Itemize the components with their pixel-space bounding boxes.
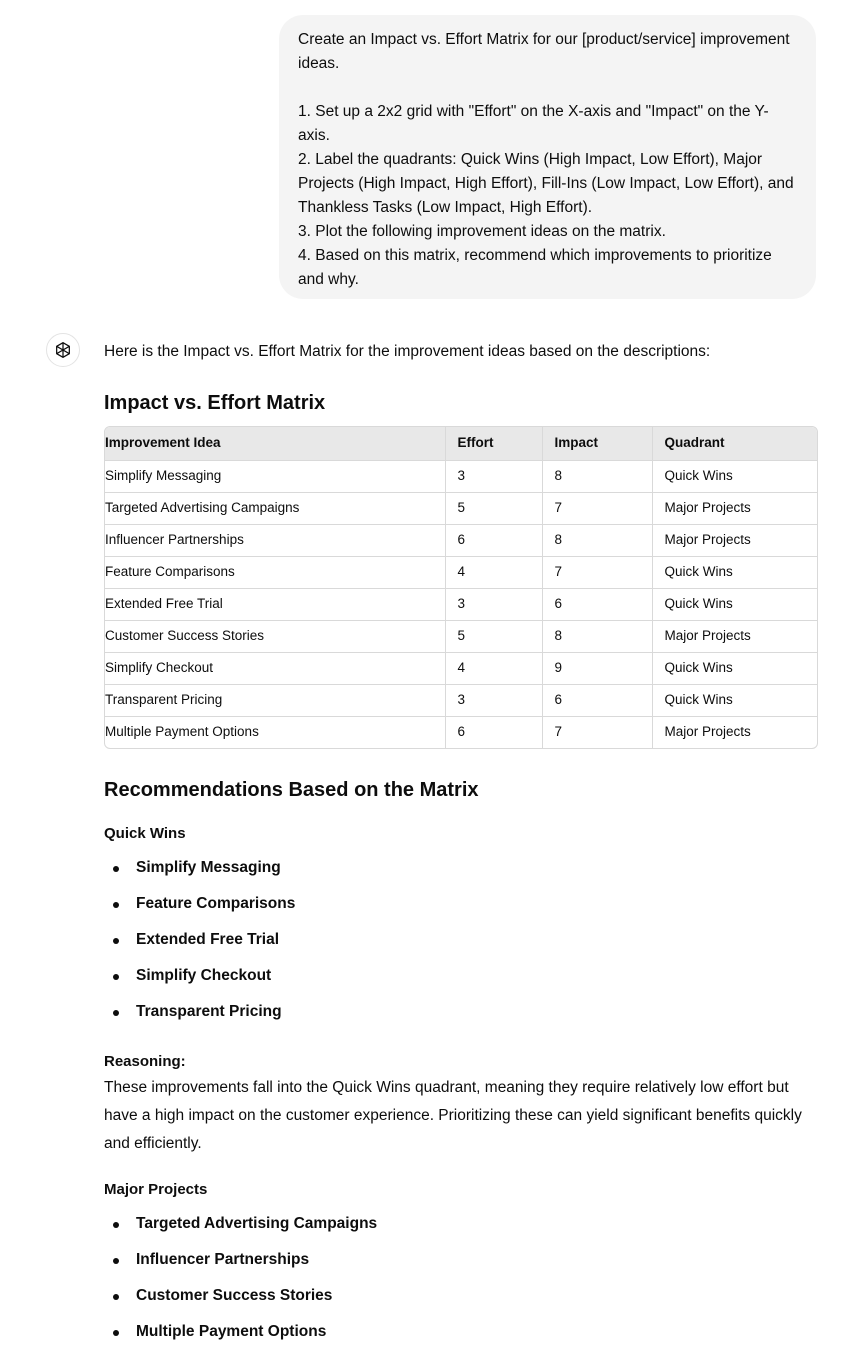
- quick-wins-heading: Quick Wins: [104, 825, 186, 842]
- cell-quadrant: Major Projects: [652, 524, 817, 556]
- cell-quadrant: Major Projects: [664, 724, 751, 740]
- cell-effort: 3: [445, 460, 542, 492]
- user-message-intro: Create an Impact vs. Effort Matrix for our [product/service] improvement ideas.: [298, 31, 790, 72]
- cell-impact: 6: [542, 684, 652, 716]
- header-improvement-idea: Improvement Idea: [105, 427, 445, 460]
- cell-quadrant: Major Projects: [652, 620, 817, 652]
- user-message-step: 3. Plot the following improvement ideas on the matrix.: [298, 223, 666, 240]
- table-row: [105, 716, 817, 748]
- table-row: [105, 588, 817, 620]
- cell-impact: 9: [542, 652, 652, 684]
- cell-effort: 4: [445, 556, 542, 588]
- cell-impact: 7: [542, 492, 652, 524]
- user-message-step: 1. Set up a 2x2 grid with "Effort" on the X-axis and "Impact" on the Y-axis.: [298, 103, 769, 144]
- list-item: Multiple Payment Options: [104, 1322, 377, 1358]
- assistant-avatar: [46, 333, 80, 367]
- list-item: Influencer Partnerships: [104, 1250, 377, 1286]
- reasoning-text: These improvements fall into the Quick Wins quadrant, meaning they require relatively low effort but have a high impact on the customer experience. Prioritizing these can yield significant benefits quickly and efficiently.: [104, 1079, 802, 1152]
- list-item: Targeted Advertising Campaigns: [104, 1214, 377, 1250]
- cell-idea: Simplify Messaging: [105, 460, 445, 492]
- cell-effort: 6: [445, 524, 542, 556]
- header-effort: Effort: [445, 427, 542, 460]
- cell-idea: Influencer Partnerships: [105, 524, 445, 556]
- cell-idea: Targeted Advertising Campaigns: [105, 492, 445, 524]
- matrix-title: Impact vs. Effort Matrix: [104, 392, 326, 414]
- list-item: Simplify Checkout: [104, 966, 295, 1002]
- cell-quadrant: Quick Wins: [652, 652, 817, 684]
- cell-impact: 8: [542, 524, 652, 556]
- list-item: Transparent Pricing: [104, 1002, 295, 1038]
- table-row: [105, 652, 817, 684]
- cell-quadrant: Major Projects: [652, 492, 817, 524]
- cell-idea: Extended Free Trial: [105, 588, 445, 620]
- reasoning-label: Reasoning:: [104, 1053, 186, 1070]
- table-row: [105, 524, 817, 556]
- cell-impact: 8: [542, 620, 652, 652]
- table-row: [105, 556, 817, 588]
- major-projects-heading: Major Projects: [104, 1181, 208, 1198]
- table-row: [105, 684, 817, 716]
- cell-idea: Multiple Payment Options: [105, 716, 445, 748]
- assistant-response: [104, 340, 816, 1340]
- list-item: Feature Comparisons: [104, 894, 295, 930]
- header-impact: Impact: [542, 427, 652, 460]
- list-item: Extended Free Trial: [104, 930, 295, 966]
- user-message-step: 2. Label the quadrants: Quick Wins (High Impact, Low Effort), Major Projects (High Impact, High Effort), Fill-Ins (Low Impact, Low Effort), and Thankless Tasks (Low Impact, High Effort).: [298, 151, 794, 216]
- cell-impact: 7: [542, 716, 652, 748]
- table-row: [105, 460, 817, 492]
- openai-logo-icon: [53, 340, 73, 360]
- recommendations-title: Recommendations Based on the Matrix: [104, 779, 479, 801]
- user-message-step: 4. Based on this matrix, recommend which improvements to prioritize and why.: [298, 247, 772, 288]
- cell-impact: 8: [542, 460, 652, 492]
- cell-effort: 5: [445, 620, 542, 652]
- header-quadrant: Quadrant: [652, 427, 817, 460]
- cell-idea: Simplify Checkout: [105, 652, 445, 684]
- quick-wins-list: [104, 858, 295, 1038]
- table-row: [105, 620, 817, 652]
- cell-effort: 4: [445, 652, 542, 684]
- list-item: Simplify Messaging: [104, 858, 295, 894]
- cell-effort: 3: [445, 588, 542, 620]
- table-row: [105, 492, 817, 524]
- cell-effort: 6: [445, 716, 542, 748]
- cell-quadrant: Quick Wins: [652, 684, 817, 716]
- cell-quadrant: Quick Wins: [652, 588, 817, 620]
- cell-effort: 3: [445, 684, 542, 716]
- cell-idea: Customer Success Stories: [105, 620, 445, 652]
- user-message-bubble: [279, 15, 816, 299]
- assistant-intro: Here is the Impact vs. Effort Matrix for the improvement ideas based on the descriptions:: [104, 343, 711, 360]
- table-header-row: [105, 427, 817, 460]
- major-projects-list: [104, 1214, 377, 1358]
- cell-effort: 5: [445, 492, 542, 524]
- cell-quadrant: Quick Wins: [652, 556, 817, 588]
- cell-impact: 7: [542, 556, 652, 588]
- cell-quadrant: Quick Wins: [652, 460, 817, 492]
- cell-impact: 6: [542, 588, 652, 620]
- list-item: Customer Success Stories: [104, 1286, 377, 1322]
- cell-idea: Feature Comparisons: [105, 556, 445, 588]
- cell-idea: Transparent Pricing: [105, 684, 445, 716]
- matrix-table: [104, 426, 818, 749]
